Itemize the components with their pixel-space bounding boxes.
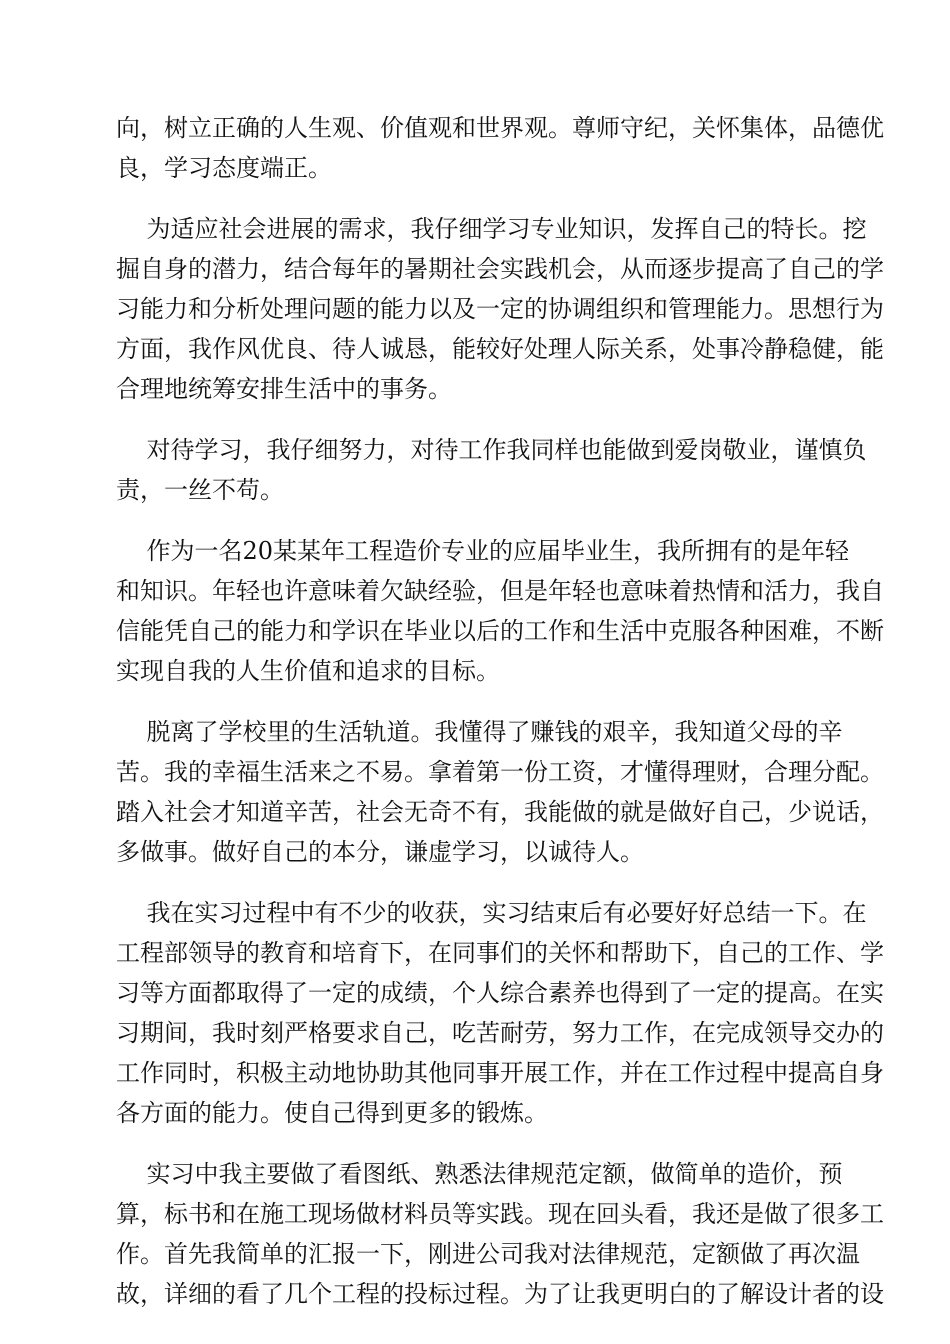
text-line: 向，树立正确的人生观、价值观和世界观。尊师守纪，关怀集体，品德优 (116, 114, 884, 142)
text-line: 工作同时，积极主动地协助其他同事开展工作，并在工作过程中提高自身 (116, 1059, 884, 1087)
text-line: 合理地统筹安排生活中的事务。 (116, 375, 452, 403)
text-line: 良，学习态度端正。 (116, 154, 332, 182)
text-line: 和知识。年轻也许意味着欠缺经验，但是年轻也意味着热情和活力，我自 (116, 577, 884, 605)
text-line: 工程部领导的教育和培育下，在同事们的关怀和帮助下，自己的工作、学 (116, 939, 884, 967)
text-line: 习能力和分析处理问题的能力以及一定的协调组织和管理能力。思想行为 (116, 295, 884, 323)
text-line: 踏入社会才知道辛苦，社会无奇不有，我能做的就是做好自己，少说话， (116, 798, 884, 826)
text-line: 实习中我主要做了看图纸、熟悉法律规范定额，做简单的造价，预 (116, 1160, 843, 1188)
text-line: 作为一名20某某年工程造价专业的应届毕业生，我所拥有的是年轻 (116, 537, 850, 565)
text-line: 责，一丝不苟。 (116, 476, 284, 504)
text-line: 我在实习过程中有不少的收获，实习结束后有必要好好总结一下。在 (116, 899, 867, 927)
document-body (116, 108, 884, 1335)
text-line: 掘自身的潜力，结合每年的暑期社会实践机会，从而逐步提高了自己的学 (116, 255, 884, 283)
text-line: 为适应社会进展的需求，我仔细学习专业知识，发挥自己的特长。挖 (116, 215, 867, 243)
paragraph-6 (116, 893, 884, 1133)
text-line: 各方面的能力。使自己得到更多的锻炼。 (116, 1099, 548, 1127)
text-line: 对待学习，我仔细努力，对待工作我同样也能做到爱岗敬业，谨慎负 (116, 436, 867, 464)
paragraph-3 (116, 430, 867, 510)
text-line: 算，标书和在施工现场做材料员等实践。现在回头看，我还是做了很多工 (116, 1200, 884, 1228)
text-line: 作。首先我简单的汇报一下，刚进公司我对法律规范，定额做了再次温 (116, 1240, 860, 1268)
text-line: 习等方面都取得了一定的成绩，个人综合素养也得到了一定的提高。在实 (116, 979, 884, 1007)
paragraph-7 (116, 1154, 884, 1314)
text-line: 习期间，我时刻严格要求自己，吃苦耐劳，努力工作，在完成领导交办的 (116, 1019, 884, 1047)
text-line: 多做事。做好自己的本分，谦虚学习，以诚待人。 (116, 838, 644, 866)
paragraph-4 (116, 531, 884, 691)
paragraph-1 (116, 108, 884, 188)
text-line: 信能凭自己的能力和学识在毕业以后的工作和生活中克服各种困难，不断 (116, 617, 884, 645)
text-line: 脱离了学校里的生活轨道。我懂得了赚钱的艰辛，我知道父母的辛 (116, 718, 843, 746)
text-line: 方面，我作风优良、待人诚恳，能较好处理人际关系，处事冷静稳健，能 (116, 335, 884, 363)
text-line: 实现自我的人生价值和追求的目标。 (116, 657, 500, 685)
text-line: 苦。我的幸福生活来之不易。拿着第一份工资，才懂得理财，合理分配。 (116, 758, 884, 786)
paragraph-2 (116, 209, 884, 409)
paragraph-5 (116, 712, 884, 872)
text-line: 故，详细的看了几个工程的投标过程。为了让我更明白的了解设计者的设 (116, 1280, 884, 1308)
